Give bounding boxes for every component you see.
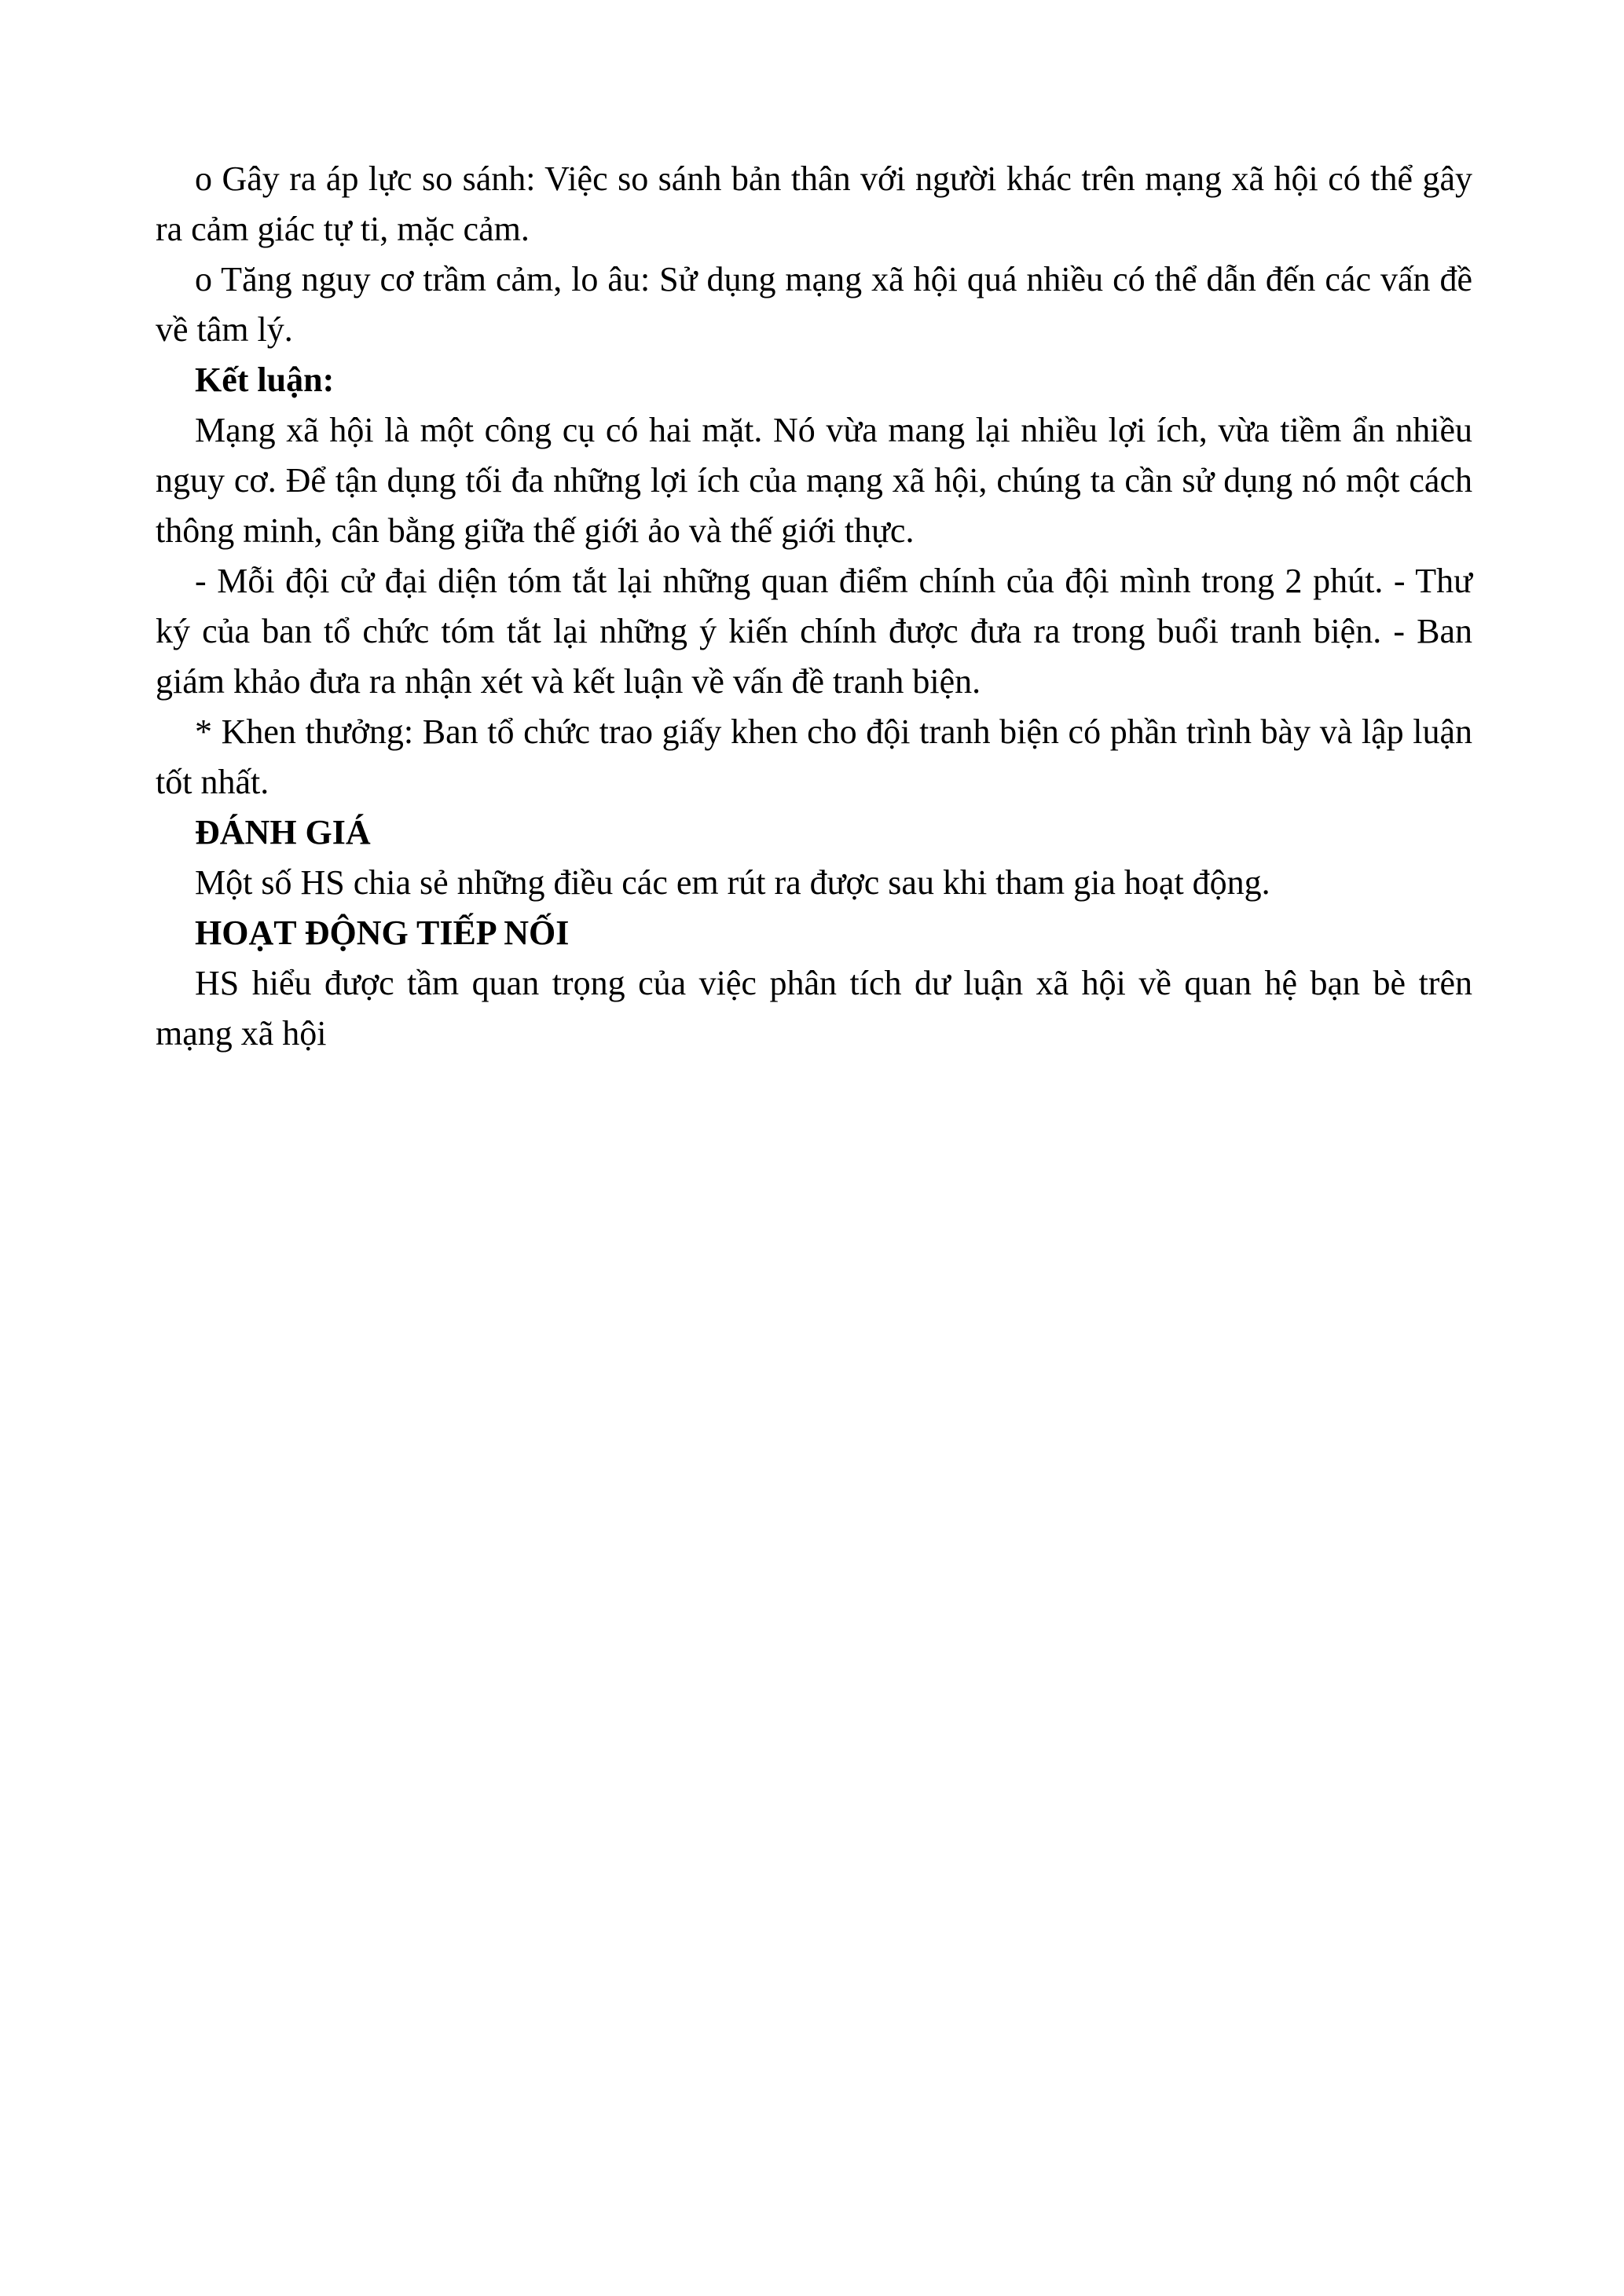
document-body — [156, 154, 1472, 1059]
paragraph-team-summary: - Mỗi đội cử đại diện tóm tắt lại những quan điểm chính của đội mình trong 2 phút. - Thư ký của ban tổ chức tóm tắt lại những ý kiến chính được đưa ra trong buổi tranh biện. - Ban giám khảo đưa ra nhận xét và kết luận về vấn đề tranh biện. — [156, 562, 1472, 701]
paragraph-conclusion: Mạng xã hội là một công cụ có hai mặt. Nó vừa mang lại nhiều lợi ích, vừa tiềm ẩn nhiều nguy cơ. Để tận dụng tối đa những lợi ích của mạng xã hội, chúng ta cần sử dụng nó một cách thông minh, cân bằng giữa thế giới ảo và thế giới thực. — [156, 411, 1472, 550]
heading-follow-up-activity: HOẠT ĐỘNG TIẾP NỐI — [195, 914, 570, 952]
paragraph-reward: * Khen thưởng: Ban tổ chức trao giấy khen cho đội tranh biện có phần trình bày và lập luận tốt nhất. — [156, 712, 1472, 801]
heading-conclusion: Kết luận: — [195, 361, 335, 399]
paragraph-follow-up: HS hiểu được tầm quan trọng của việc phân tích dư luận xã hội về quan hệ bạn bè trên mạng xã hội — [156, 964, 1472, 1053]
heading-evaluation: ĐÁNH GIÁ — [195, 813, 371, 851]
paragraph-evaluation: Một số HS chia sẻ những điều các em rút ra được sau khi tham gia hoạt động. — [195, 863, 1270, 902]
paragraph-depression-risk: o Tăng nguy cơ trầm cảm, lo âu: Sử dụng mạng xã hội quá nhiều có thể dẫn đến các vấn đề về tâm lý. — [156, 260, 1472, 349]
paragraph-comparison-pressure: o Gây ra áp lực so sánh: Việc so sánh bản thân với người khác trên mạng xã hội có thể gây ra cảm giác tự ti, mặc cảm. — [156, 159, 1472, 248]
